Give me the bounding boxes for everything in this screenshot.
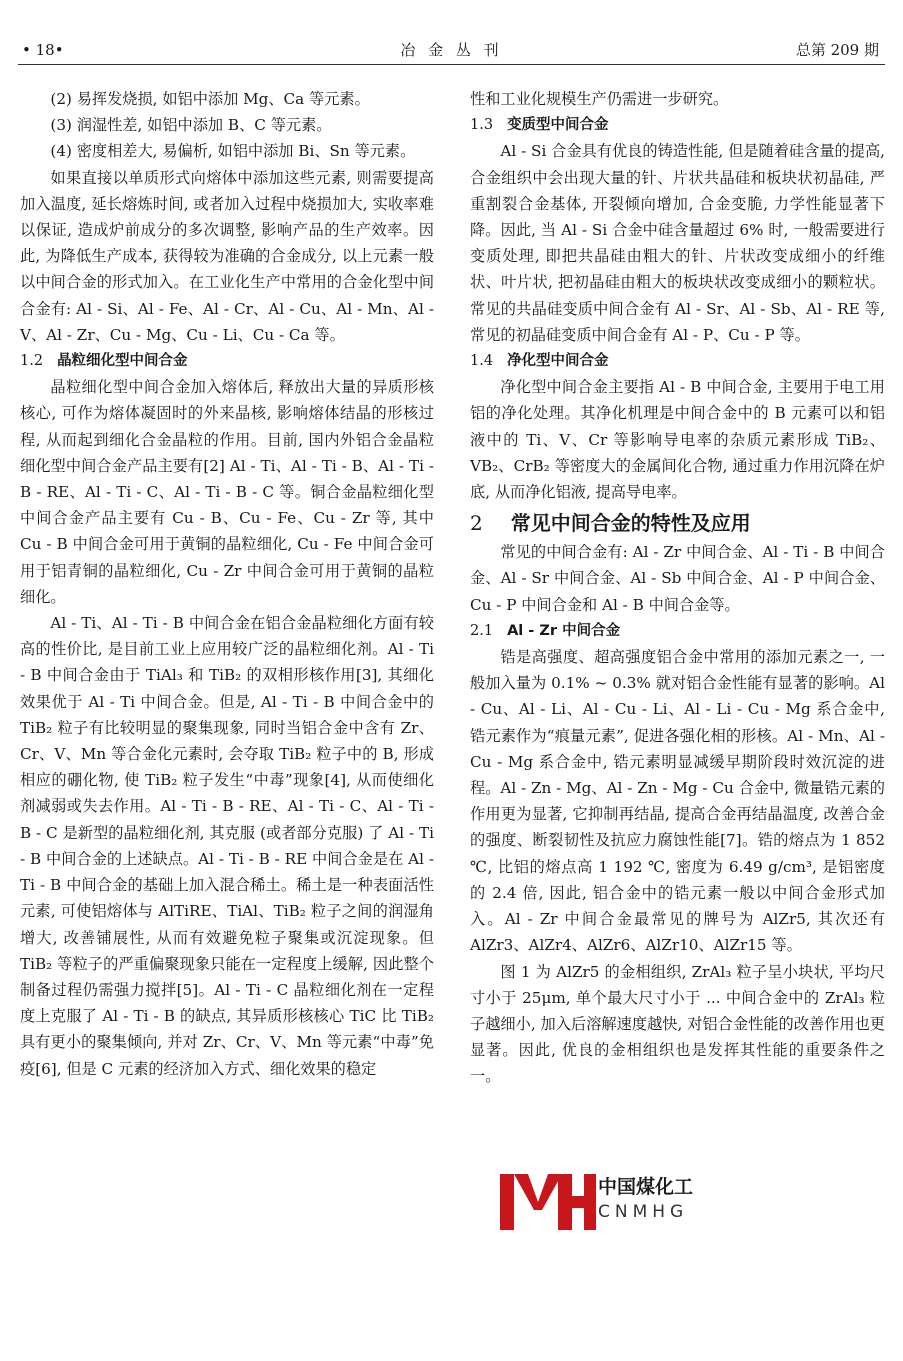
section-heading [470,348,885,374]
section-title: Al - Zr 中间合金 [507,622,621,639]
page-header [0,0,903,60]
section-number: 1.3 [470,117,494,134]
body-paragraph: 性和工业化规模生产仍需进一步研究。 [470,90,729,108]
section-number: 1.4 [470,353,494,370]
body-paragraph: Al - Si 合金具有优良的铸造性能, 但是随着硅含量的提高, 合金组织中会出现大量的针、片状共晶硅和板块状初晶硅, 严重割裂合金基体, 开裂倾向增加, 合金变脆, 力学性能显著下降。因此, 当 Al - Si 合金中硅含量超过 6% 时, 一般需要进行变质处理, 即把共晶硅由粗大的针、片状改变成细小的纤维状、叶片状, 把初晶硅由粗大的板块状改变成细小的颗粒状。常见的共晶硅变质中间合金有 Al - Sr、Al - Sb、Al - RE 等, 常见的初晶硅变质中间合金有 Al - P、Cu - P 等。 [470,142,885,344]
header-rule [18,64,885,65]
section-number: 2.1 [470,622,494,639]
body-paragraph: 图 1 为 AlZr5 的金相组织, ZrAl₃ 粒子呈小块状, 平均尺寸小于 25μm, 单个最大尺寸小于 ... 中间合金中的 ZrAl₃ 粒子越细小, 加入后溶解速度越快, 对铝合金性能的改善作用也更显著。因此, 优良的金相组织也是发挥其性能的重要条件之一。 [470,962,885,1086]
watermark-logo-icon [498,1168,598,1234]
body-paragraph: 锆是高强度、超高强度铝合金中常用的添加元素之一, 一般加入量为 0.1% ~ 0.3% 就对铝合金性能有显著的影响。Al - Cu、Al - Li、Al - Cu - Li、Al - Li - Cu - Mg 系合金中, 锆元素作为“痕量元素”, 促进各强化相的形核。Al - Mn、Al - Cu - Mg 系合金中, 锆元素明显减缓早期阶段时效沉淀的进程。Al - Zn - Mg、Al - Zn - Mg - Cu 合金中, 微量锆元素的作用更为显著, 它抑制再结晶, 提高合金再结晶温度, 改善合金的强度、断裂韧性及抗应力腐蚀性能[7]。锆的熔点为 1 852 ℃, 比铝的熔点高 1 192 ℃, 密度为 6.49 g/cm³, 是铝密度的 2.4 倍, 因此, 铝合金中的锆元素一般以中间合金形式加入。Al - Zr 中间合金最常见的牌号为 AlZr5, 其次还有 AlZr3、AlZr4、AlZr6、AlZr10、AlZr15 等。 [470,648,885,955]
body-paragraph: (3) 润湿性差, 如铝中添加 B、C 等元素。 [50,116,332,135]
body-paragraph: (4) 密度相差大, 易偏析, 如铝中添加 Bi、Sn 等元素。 [50,142,416,161]
section-heading [20,348,434,374]
watermark [498,1168,718,1234]
section-heading [470,112,885,138]
watermark-name-en: CNMHG [598,1202,689,1222]
section-title: 晶粒细化型中间合金 [57,353,188,370]
section-title: 常见中间合金的特性及应用 [510,511,751,536]
section-title: 净化型中间合金 [507,353,609,370]
section-heading [470,618,885,644]
body-paragraph: 常见的中间合金有: Al - Zr 中间合金、Al - Ti - B 中间合金、Al - Sr 中间合金、Al - Sb 中间合金、Al - P 中间合金、Cu - P 中间合金和 Al - B 中间合金等。 [470,543,885,614]
left-column [20,86,434,1082]
page-number: • 18• [22,41,64,59]
right-column [470,86,885,1090]
body-paragraph: 如果直接以单质形式向熔体中添加这些元素, 则需要提高加入温度, 延长熔炼时间, 或者加入过程中烧损加大, 实收率难以保证, 造成炉前成分的多次调整, 影响产品的生产效率。因此, 为降低生产成本, 获得较为准确的合金成分, 以上元素一般以中间合金的形式加入。在工业化生产中常用的合金化型中间合金有: Al - Si、Al - Fe、Al - Cr、Al - Cu、Al - Mn、Al - V、Al - Zr、Cu - Mg、Cu - Li、Cu - Ca 等。 [20,168,434,344]
body-paragraph: 净化型中间合金主要指 Al - B 中间合金, 主要用于电工用铝的净化处理。其净化机理是中间合金中的 B 元素可以和铝液中的 Ti、V、Cr 等影响导电率的杂质元素形成 TiB₂、VB₂、CrB₂ 等密度大的金属间化合物, 通过重力作用沉降在炉底, 从而净化铝液, 提高导电率。 [470,378,885,502]
journal-title: 冶 金 丛 刊 [400,41,503,59]
watermark-name-cn: 中国煤化工 [598,1172,693,1199]
body-paragraph: 晶粒细化型中间合金加入熔体后, 释放出大量的异质形核核心, 可作为熔体凝固时的外来晶核, 影响熔体结晶的形核过程, 从而起到细化合金晶粒的作用。目前, 国内外铝合金晶粒细化型中间合金产品主要有[2] Al - Ti、Al - Ti - B、Al - Ti - B - RE、Al - Ti - C、Al - Ti - B - C 等。铜合金晶粒细化型中间合金产品主要有 Cu - B、Cu - Fe、Cu - Zr 等, 其中 Cu - B 中间合金可用于黄铜的晶粒细化, Cu - Fe 中间合金可用于铝青铜的晶粒细化, Cu - Zr 中间合金可用于黄铜的晶粒细化。 [20,378,434,606]
issue-number: 总第 209 期 [795,41,879,59]
body-paragraph: (2) 易挥发烧损, 如铝中添加 Mg、Ca 等元素。 [50,90,370,108]
section-number: 1.2 [20,353,44,370]
section-heading [470,507,885,539]
body-paragraph: Al - Ti、Al - Ti - B 中间合金在铝合金晶粒细化方面有较高的性价比, 是目前工业上应用较广泛的晶粒细化剂。Al - Ti - B 中间合金由于 TiAl₃ 和 TiB₂ 的双相形核作用[3], 其细化效果优于 Al - Ti 中间合金。但是, Al - Ti - B 中间合金中的 TiB₂ 粒子有比较明显的聚集现象, 同时当铝合金中含有 Zr、Cr、V、Mn 等合金化元素时, 会夺取 TiB₂ 粒子中的 B, 形成相应的硼化物, 使 TiB₂ 粒子发生“中毒”现象[4], 从而使细化剂减弱或失去作用。Al - Ti - B - RE、Al - Ti - C、Al - Ti - B - C 是新型的晶粒细化剂, 其克服 (或者部分克服) 了 Al - Ti - B 中间合金的上述缺点。Al - Ti - B - RE 中间合金是在 Al - Ti - B 中间合金的基础上加入混合稀土。稀土是一种表面活性元素, 可使铝熔体与 AlTiRE、TiAl、TiB₂ 粒子之间的润湿角增大, 改善铺展性, 从而有效避免粒子聚集或沉淀现象。但 TiB₂ 等粒子的严重偏聚现象只能在一定程度上缓解, 因此整个制备过程仍需强力搅拌[5]。Al - Ti - C 晶粒细化剂在一定程度上克服了 Al - Ti - B 的缺点, 其异质形核核心 TiC 比 TiB₂ 具有更小的聚集倾向, 并对 Zr、Cr、V、Mn 等元素“中毒”免疫[6], 但是 C 元素的经济加入方式、细化效果的稳定 [20,614,434,1078]
section-title: 变质型中间合金 [507,117,609,134]
section-number: 2 [470,511,483,536]
